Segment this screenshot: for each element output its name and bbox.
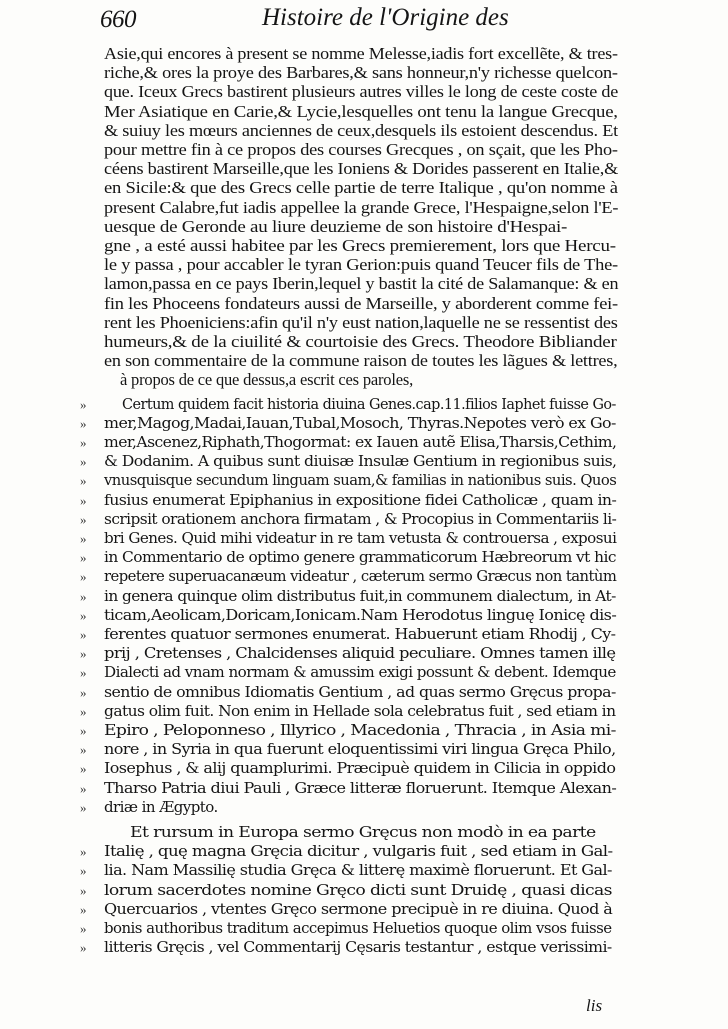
text-line: Tharso Patria diui Pauli , Græce litteræ floruerunt. Itemque Alexan- <box>104 778 617 797</box>
quotation-mark: » <box>80 531 87 546</box>
text-line: bri Genes. Quid mihi videatur in re tam vetusta & controuersa , exposui <box>104 529 617 547</box>
text-line: in Commentario de optimo genere grammaticorum Hæbreorum vt hic <box>104 548 616 567</box>
text-line: ticam,Aeolicam,Doricam,Ionicam.Nam Herodotus linguę Ionicę dis- <box>104 605 617 624</box>
quotation-mark: » <box>80 646 87 662</box>
text-line: gne , a esté aussi habitee par les Grecs premierement, lors que Hercu- <box>104 236 616 255</box>
quotation-mark: » <box>80 607 87 623</box>
text-line: lia. Nam Massilię studia Gręca & litterę maximè floruerunt. Et Gal- <box>104 861 612 880</box>
quotation-mark: » <box>80 921 87 936</box>
text-line: en Sicile:& que des Grecs celle partie de terre Italique , qu'on nomme à <box>104 178 618 198</box>
text-line: litteris Gręcis , vel Commentarij Cęsaris testantur , estque verissimi- <box>104 938 612 957</box>
text-line: ferentes quatuor sermones enumerat. Habuerunt etiam Rhodij , Cy- <box>104 625 616 643</box>
text-line: en son commentaire de la commune raison de toutes les lãgues & lettres, <box>104 351 618 371</box>
text-line: céens bastirent Marseille,que les Ioniens & Dorides passerent en Italie,& <box>104 159 619 179</box>
quotation-mark: » <box>80 780 87 796</box>
text-line: Dialecti ad vnam normam & amussim exigi possunt & debent. Idemque <box>104 663 616 682</box>
text-line: à propos de ce que dessus,a escrit ces paroles, <box>120 370 413 390</box>
quotation-mark: » <box>80 761 87 777</box>
text-line: Asie,qui encores à present se nomme Melesse,iadis fort excellẽte, & tres- <box>104 44 618 63</box>
quotation-mark: » <box>80 569 87 585</box>
quotation-mark: » <box>80 703 87 719</box>
text-line: riche,& ores la proye des Barbares,& sans honneur,n'y richesse quelcon- <box>104 63 618 83</box>
text-line: prij , Cretenses , Chalcidenses aliquid peculiare. Omnes tamen illę <box>104 644 616 663</box>
page-header <box>100 2 620 36</box>
text-line: Epiro , Peloponneso , Illyrico , Macedonia , Thracia , in Asia mi- <box>104 721 616 739</box>
quotation-mark: » <box>80 454 87 470</box>
text-line: Quercuarios , vtentes Gręco sermone precipuè in re diuina. Quod à <box>104 899 613 918</box>
text-line: Et rursum in Europa sermo Gręcus non modò in ea parte <box>130 823 596 841</box>
text-line: present Calabre,fut iadis appellee la grande Grece, l'Hespaigne,selon l'E- <box>104 197 619 217</box>
text-line: nore , in Syria in qua fuerunt eloquentissimi viri lingua Gręca Philo, <box>104 740 616 759</box>
quotation-mark: » <box>80 473 87 489</box>
text-line: sentio de omnibus Idiomatis Gentium , ad quas sermo Gręcus propa- <box>104 682 616 701</box>
text-line: bonis authoribus traditum accepimus Heluetios quoque olim vsos fuisse <box>104 919 612 937</box>
quotation-mark: » <box>80 882 87 898</box>
quotation-mark: » <box>80 901 87 917</box>
text-line: le y passa , pour accabler le tyran Gerion:puis quand Teucer fils de The- <box>104 255 618 275</box>
text-line: Iosephus , & alij quamplurimi. Præcipuè quidem in Cilicia in oppido <box>104 759 616 778</box>
text-line: fusius enumerat Epiphanius in expositione fidei Catholicæ , quam in- <box>104 490 617 509</box>
quotation-mark: » <box>80 396 87 412</box>
text-line: lamon,passa en ce pays Iberin,lequel y bastit la cité de Salamanque: & en <box>104 274 619 294</box>
quotation-mark: » <box>80 492 87 508</box>
text-line: repetere superuacanæum videatur , cæterum sermo Græcus non tantùm <box>104 567 617 586</box>
page-number: 660 <box>100 6 136 33</box>
text-line: pour mettre fin à ce propos des courses Grecques , on sçait, que les Pho- <box>104 140 618 159</box>
quotation-mark: » <box>80 723 87 738</box>
text-line: vnusquisque secundum linguam suam,& familias in nationibus suis. Quos <box>104 471 617 490</box>
quotation-mark: » <box>80 742 87 758</box>
text-line: scripsit orationem anchora firmatam , & Procopius in Commentariis li- <box>104 509 617 528</box>
text-line: fin les Phoceens fondateurs aussi de Marseille, y aborderent comme fei- <box>104 293 618 313</box>
quotation-mark: » <box>80 665 87 681</box>
text-line: rent les Phoeniciens:afin qu'il n'y eust nation,laquelle ne se ressentist des <box>104 312 618 332</box>
quotation-mark: » <box>80 627 87 642</box>
quotation-mark: » <box>80 940 87 956</box>
text-line: Certum quidem facit historia diuina Genes.cap.11.filios Iaphet fuisse Go- <box>122 394 616 413</box>
quotation-mark: » <box>80 844 87 860</box>
text-line: & suiuy les mœurs anciennes de ceux,desquels ils estoient descendus. Et <box>104 120 618 140</box>
quotation-mark: » <box>80 550 87 566</box>
text-line: humeurs,& de la ciuilité & courtoisie des Grecs. Theodore Bibliander <box>104 332 617 351</box>
text-line: mer,Ascenez,Riphath,Thogormat: ex Iauen autẽ Elisa,Tharsis,Cethim, <box>104 433 617 451</box>
text-line: & Dodanim. A quibus sunt diuisæ Insulæ Gentium in regionibus suis, <box>104 452 617 471</box>
text-line: mer,Magog,Madai,Iauan,Tubal,Mosoch, Thyras.Nepotes verò ex Go- <box>104 413 616 432</box>
quotation-mark: » <box>80 684 87 700</box>
text-line: que. Iceux Grecs bastirent plusieurs autres villes le long de ceste coste de <box>104 82 619 102</box>
text-line: lorum sacerdotes nomine Gręco dicti sunt Druidę , quasi dicas <box>104 880 612 899</box>
quotation-mark: » <box>80 511 87 527</box>
text-line: Italię , quę magna Gręcia dicitur , vulgaris fuit , sed etiam in Gal- <box>104 842 613 861</box>
quotation-mark: » <box>80 588 87 604</box>
quotation-mark: » <box>80 863 87 879</box>
catchword: lis <box>586 996 603 1015</box>
text-line: uesque de Geronde au liure deuzieme de son histoire d'Hespai- <box>104 216 568 236</box>
text-line: Mer Asiatique en Carie,& Lycie,lesquelles ont tenu la langue Grecque, <box>104 101 618 121</box>
quotation-mark: » <box>80 799 87 815</box>
running-title: Histoire de l'Origine des <box>262 4 509 31</box>
text-line: driæ in Ægypto. <box>104 797 218 816</box>
quotation-mark: » <box>80 435 87 450</box>
quotation-mark: » <box>80 415 87 431</box>
text-line: gatus olim fuit. Non enim in Hellade sola celebratus fuit , sed etiam in <box>104 701 616 720</box>
text-line: in genera quinque olim distributus fuit,in communem dialectum, in At- <box>104 586 616 605</box>
